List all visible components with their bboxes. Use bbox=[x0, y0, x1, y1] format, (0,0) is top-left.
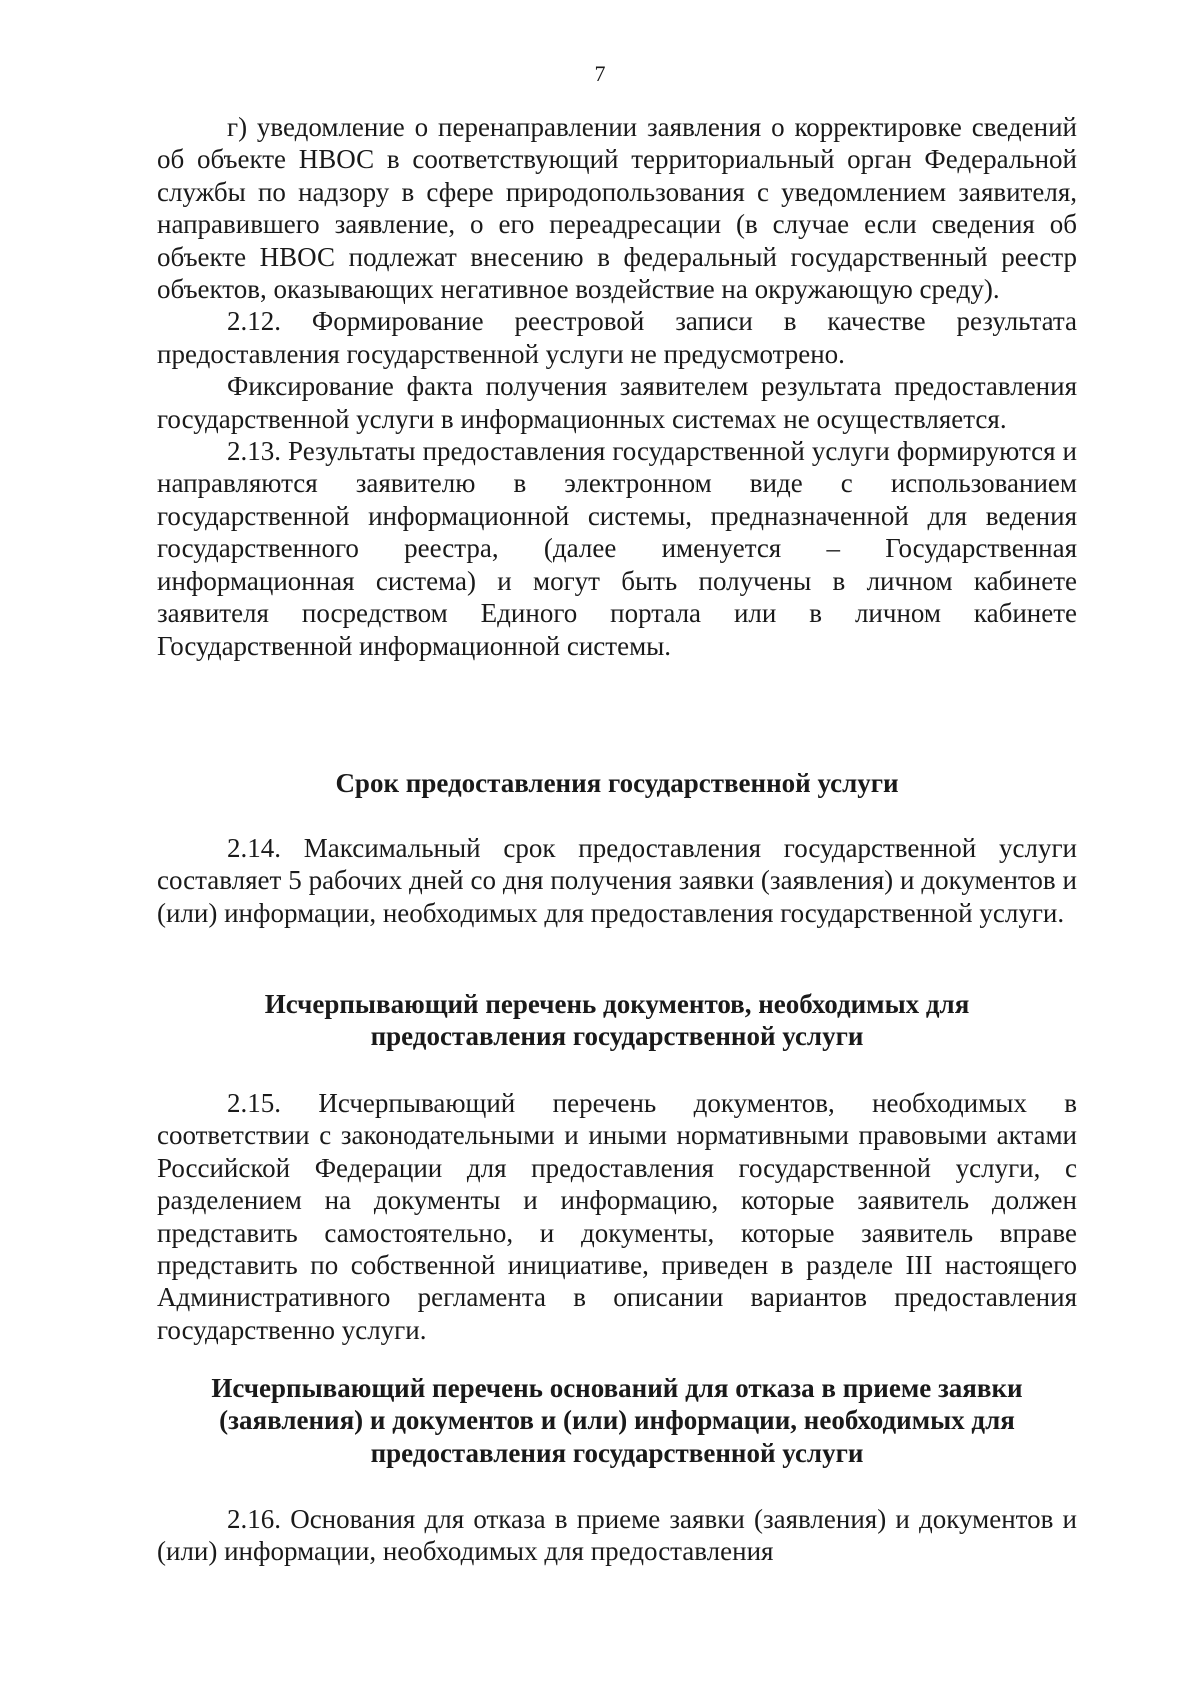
heading-line: Исчерпывающий перечень оснований для отказа в приеме заявки bbox=[211, 1373, 1023, 1403]
paragraph-2-12: 2.12. Формирование реестровой записи в качестве результата предоставления государственной услуги не предусмотрено. bbox=[157, 306, 1077, 369]
heading-line: предоставления государственной услуги bbox=[370, 1437, 864, 1468]
text-block-term bbox=[157, 832, 1077, 929]
heading-line: (заявления) и документов и (или) информации, необходимых для bbox=[219, 1405, 1015, 1436]
page-number: 7 bbox=[594, 61, 606, 86]
text-block-documents bbox=[157, 1087, 1077, 1346]
heading-refusal-grounds bbox=[157, 1372, 1077, 1469]
paragraph-2-14: 2.14. Максимальный срок предоставления государственной услуги составляет 5 рабочих дней со дня получения заявки (заявления) и документов и (или) информации, необходимых для предоставления государственной услуги. bbox=[157, 833, 1077, 928]
paragraph-2-16: 2.16. Основания для отказа в приеме заявки (заявления) и документов и (или) информации, необходимых для предоставления bbox=[157, 1504, 1077, 1567]
paragraph-fixation: Фиксирование факта получения заявителем результата предоставления государственной услуги в информационных системах не осуществляется. bbox=[157, 371, 1077, 434]
text-block-refusal bbox=[157, 1503, 1077, 1568]
heading-service-term: Срок предоставления государственной услуги bbox=[335, 768, 899, 798]
paragraph-item-g: г) уведомление о перенаправлении заявления о корректировке сведений об объекте НВОС в соответствующий территориальный орган Федеральной службы по надзору в сфере природопользования с уведомлением заявителя, направившего заявление, о его переадресации (в случае если сведения об объекте НВОС подлежат внесению в федеральный государственный реестр объектов, оказывающих негативное воздействие на окружающую среду). bbox=[157, 112, 1077, 305]
text-block-results bbox=[157, 111, 1077, 662]
paragraph-2-15: 2.15. Исчерпывающий перечень документов, необходимых в соответствии с законодательными и иными нормативными правовыми актами Российской Федерации для предоставления государственной услуги, с разделением на документы и информацию, которые заявитель должен представить самостоятельно, и документы, которые заявитель вправе представить по собственной инициативе, приведен в разделе III настоящего Административного регламента в описании вариантов предоставления государственно услуги. bbox=[157, 1088, 1077, 1345]
paragraph-2-13: 2.13. Результаты предоставления государственной услуги формируются и направляются заявителю в электронном виде с использованием государственной информационной системы, предназначенной для ведения государственного реестра, (далее именуется – Государственная информационная система) и могут быть получены в личном кабинете заявителя посредством Единого портала или в личном кабинете Государственной информационной системы. bbox=[157, 436, 1077, 661]
heading-documents-list bbox=[157, 988, 1077, 1053]
heading-line: Исчерпывающий перечень документов, необходимых для bbox=[264, 989, 970, 1019]
heading-line: предоставления государственной услуги bbox=[370, 1021, 864, 1052]
